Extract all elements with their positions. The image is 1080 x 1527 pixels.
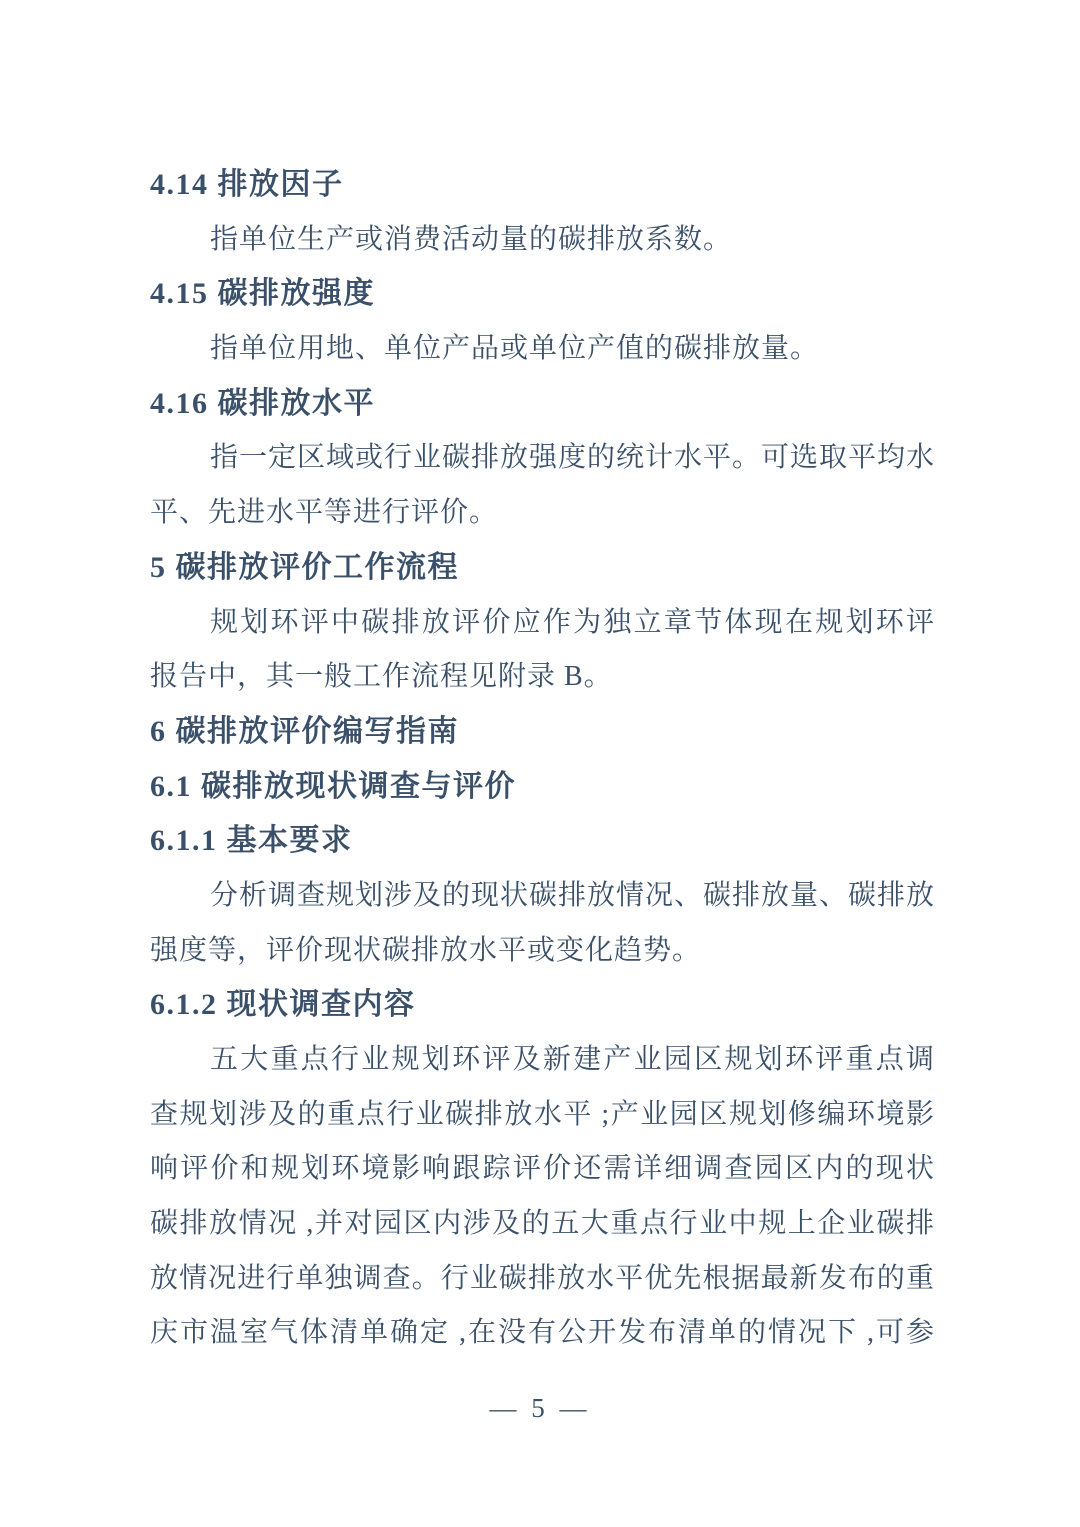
heading-4-14: 4.14 排放因子: [150, 168, 344, 201]
paragraph-line: 报告中，其一般工作流程见附录 B。: [150, 661, 613, 693]
heading-4-15: 4.15 碳排放强度: [150, 277, 375, 311]
heading-4-16: 4.16 碳排放水平: [150, 386, 375, 420]
paragraph-line: 查规划涉及的重点行业碳排放水平 ;产业园区规划修编环境影: [150, 1098, 935, 1130]
paragraph-line: 分析调查规划涉及的现状碳排放情况、碳排放量、碳排放: [210, 879, 935, 911]
paragraph-line: 强度等，评价现状碳排放水平或变化趋势。: [150, 934, 702, 966]
paragraph-line: 规划环评中碳排放评价应作为独立章节体现在规划环评: [210, 606, 935, 638]
paragraph-line: 放情况进行单独调查。行业碳排放水平优先根据最新发布的重: [150, 1262, 935, 1294]
paragraph-line: 碳排放情况 ,并对园区内涉及的五大重点行业中规上企业碳排: [150, 1208, 935, 1240]
paragraph-line: 指单位生产或消费活动量的碳排放系数。: [210, 223, 733, 255]
paragraph-line: 响评价和规划环境影响跟踪评价还需详细调查园区内的现状: [150, 1153, 935, 1185]
paragraph-line: 庆市温室气体清单确定 ,在没有公开发布清单的情况下 ,可参: [150, 1317, 935, 1349]
paragraph-line: 五大重点行业规划环评及新建产业园区规划环评重点调: [210, 1044, 935, 1075]
paragraph-line: 指单位用地、单位产品或单位产值的碳排放量。: [210, 333, 820, 365]
heading-6-1: 6.1 碳排放现状调查与评价: [150, 769, 516, 803]
page-number: — 5 —: [489, 1393, 591, 1423]
document-body: [150, 158, 935, 1361]
heading-6: 6 碳排放评价编写指南: [150, 714, 459, 748]
heading-6-1-1: 6.1.1 基本要求: [150, 824, 353, 858]
heading-5: 5 碳排放评价工作流程: [150, 550, 459, 584]
paragraph-line: 平、先进水平等进行评价。: [150, 497, 499, 529]
paragraph-line: 指一定区域或行业碳排放强度的统计水平。可选取平均水: [210, 442, 935, 474]
heading-6-1-2: 6.1.2 现状调查内容: [150, 988, 416, 1022]
